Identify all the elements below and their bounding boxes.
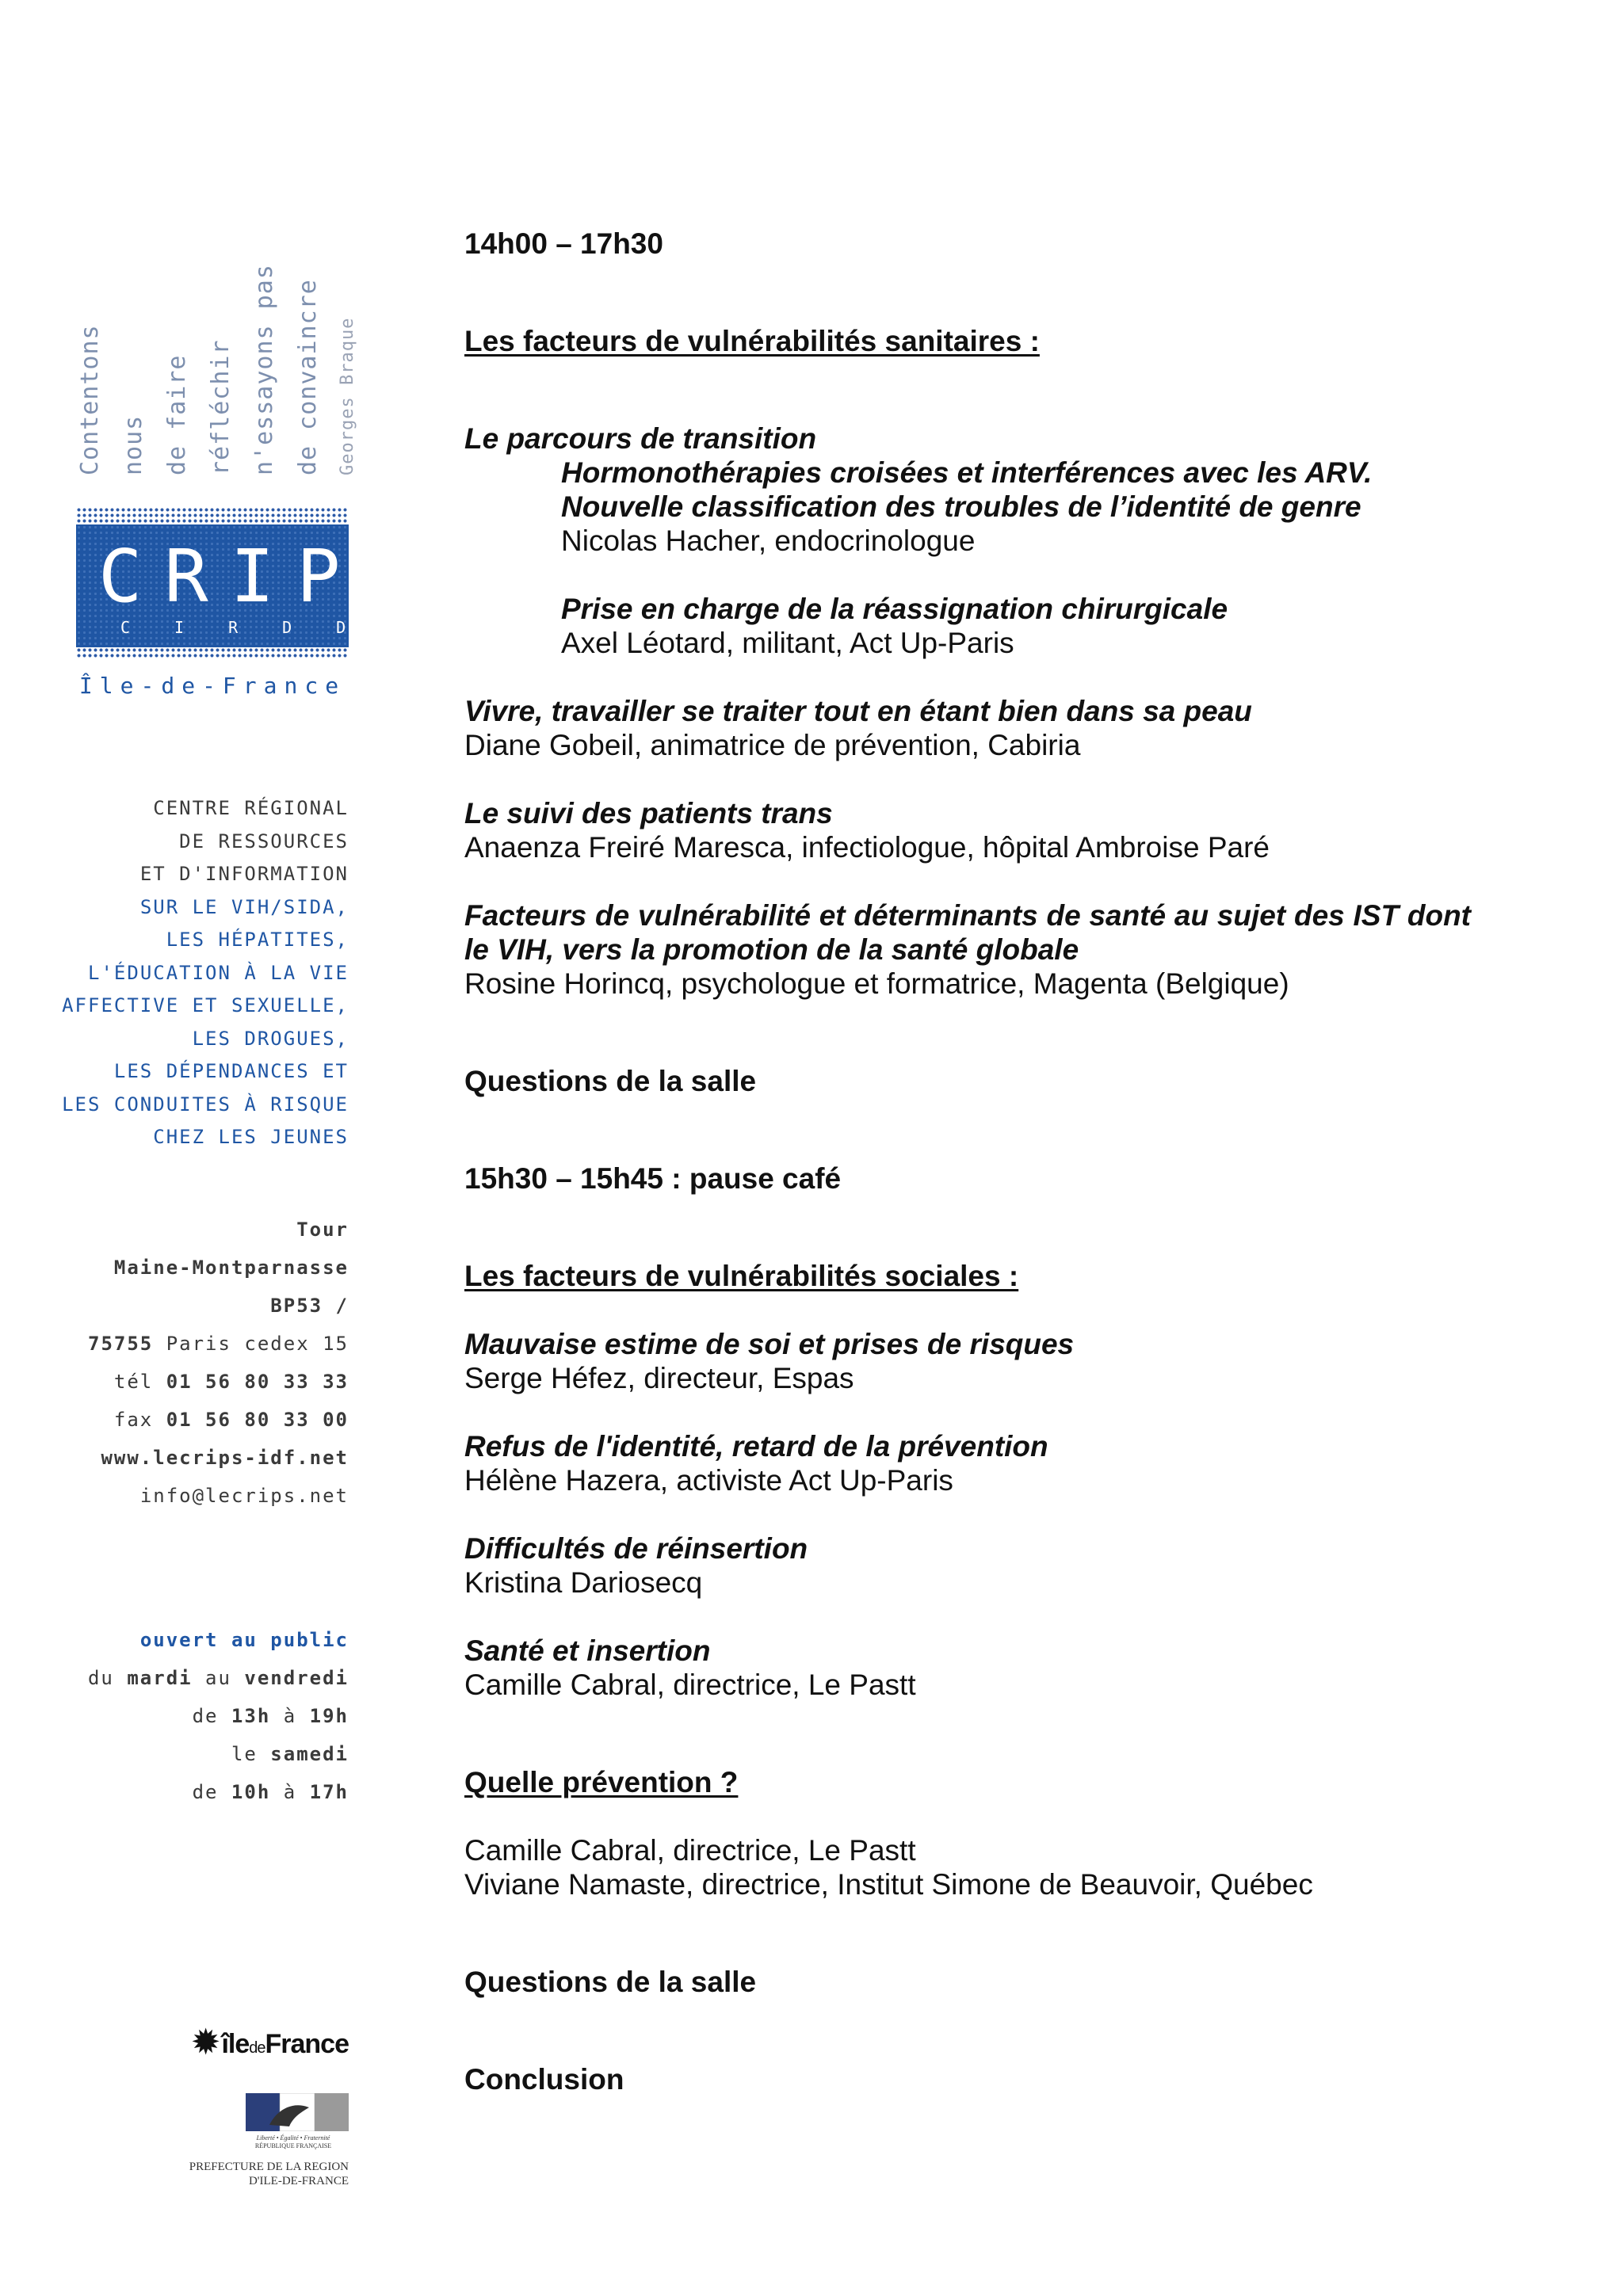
speaker: Serge Héfez, directeur, Espas: [464, 1362, 854, 1394]
program: [464, 227, 1471, 2096]
topic-subtitle: Prise en charge de la réassignation chirurgicale: [561, 593, 1228, 625]
topic-title: Le parcours de transition: [464, 422, 817, 455]
crips-logo: [76, 507, 429, 699]
star-icon: ✹: [192, 2025, 219, 2060]
questions: Questions de la salle: [464, 1966, 757, 1998]
speaker: Hélène Hazera, activiste Act Up-Paris: [464, 1464, 953, 1497]
section-heading: Les facteurs de vulnérabilités sociales :: [464, 1260, 1019, 1292]
speaker: Viviane Namaste, directrice, Institut Simone de Beauvoir, Québec: [464, 1868, 1313, 1901]
topic-subtitle: Hormonothérapies croisées et interférences avec les ARV.: [561, 456, 1373, 489]
speaker: Kristina Dariosecq: [464, 1566, 703, 1599]
quote-author: Georges Braque: [338, 317, 357, 475]
speaker: Nicolas Hacher, endocrinologue: [561, 524, 976, 557]
speaker: Rosine Horincq, psychologue et formatrice, Magenta (Belgique): [464, 967, 1289, 1000]
section-heading: Quelle prévention ?: [464, 1766, 739, 1798]
topic-title: Difficultés de réinsertion: [464, 1532, 808, 1565]
hours-heading: ouvert au public: [139, 1629, 349, 1651]
quote-line: n'essayons pas: [250, 264, 278, 475]
speaker: Camille Cabral, directrice, Le Pastt: [464, 1834, 916, 1867]
website-link[interactable]: www.lecrips-idf.net: [101, 1447, 349, 1469]
speaker: Diane Gobeil, animatrice de prévention, Cabiria: [464, 729, 1081, 761]
time-slot: 14h00 – 17h30: [464, 227, 663, 260]
logo-title: CRIPS: [98, 534, 429, 619]
topic-title: Le suivi des patients trans: [464, 797, 833, 830]
topic-title: Facteurs de vulnérabilité et déterminants de santé au sujet des IST dont le VIH, vers la promotion de la santé globale: [464, 899, 1471, 966]
prefecture-republic: RÉPUBLIQUE FRANÇAISE: [254, 2142, 332, 2149]
conclusion: Conclusion: [464, 2063, 624, 2096]
logo-region: Île-de-France: [78, 673, 346, 699]
quote-line: Contentons: [76, 324, 104, 475]
fax-number: 01 56 80 33 00: [166, 1409, 349, 1431]
topic-title: Mauvaise estime de soi et prises de risques: [464, 1328, 1075, 1360]
phone-number[interactable]: 01 56 80 33 33: [166, 1371, 349, 1393]
quote-line: nous: [120, 414, 147, 475]
topic-title: Santé et insertion: [464, 1634, 711, 1667]
topic-title: Vivre, travailler se traiter tout en étant bien dans sa peau: [464, 695, 1252, 727]
speaker: Camille Cabral, directrice, Le Pastt: [464, 1669, 916, 1701]
speaker: Anaenza Freiré Maresca, infectiologue, hôpital Ambroise Paré: [464, 831, 1270, 864]
topic-subtitle: Nouvelle classification des troubles de l’identité de genre: [561, 490, 1361, 523]
quote-line: de faire: [163, 354, 191, 475]
prefecture-motto: Liberté • Égalité • Fraternité: [256, 2134, 330, 2142]
speaker: Axel Léotard, militant, Act Up-Paris: [561, 627, 1014, 659]
quote-line: réfléchir: [207, 339, 235, 475]
email-link[interactable]: info@lecrips.net: [139, 1485, 349, 1507]
mission-statement: CENTRE RÉGIONAL DE RESSOURCES ET D'INFORMATION SUR LE VIH/SIDA, LES HÉPATITES, L'ÉDUCATION À LA VIE AFFECTIVE ET SEXUELLE, LES DROGUES, LES DÉPENDANCES ET LES CONDUITES À RISQUE CHEZ LES JEUNES: [62, 797, 349, 1148]
section-heading: Les facteurs de vulnérabilités sanitaires :: [464, 325, 1040, 357]
marianne-emblem-icon: [246, 2093, 349, 2131]
braque-quote: [70, 246, 375, 475]
logo-subtitle: CIRDD: [120, 618, 391, 637]
ile-de-france-logo: ✹ îledeFrance: [192, 2025, 349, 2060]
questions: Questions de la salle: [464, 1065, 757, 1097]
quote-line: de convaincre: [294, 279, 322, 475]
prefecture-name: PREFECTURE DE LA REGION D'ILE-DE-FRANCE: [189, 2161, 349, 2187]
contact-block: Tour Maine-Montparnasse BP53 / 75755 Paris cedex 15 tél 01 56 80 33 33 fax 01 56 80 33 00 www.lecrips-idf.net info@lecrips.net: [88, 1219, 349, 1507]
opening-hours: ouvert au public du mardi au vendredi de 13h à 19h le samedi de 10h à 17h: [88, 1621, 349, 1811]
topic-title: Refus de l'identité, retard de la prévention: [464, 1430, 1048, 1463]
coffee-break: 15h30 – 15h45 : pause café: [464, 1162, 842, 1195]
